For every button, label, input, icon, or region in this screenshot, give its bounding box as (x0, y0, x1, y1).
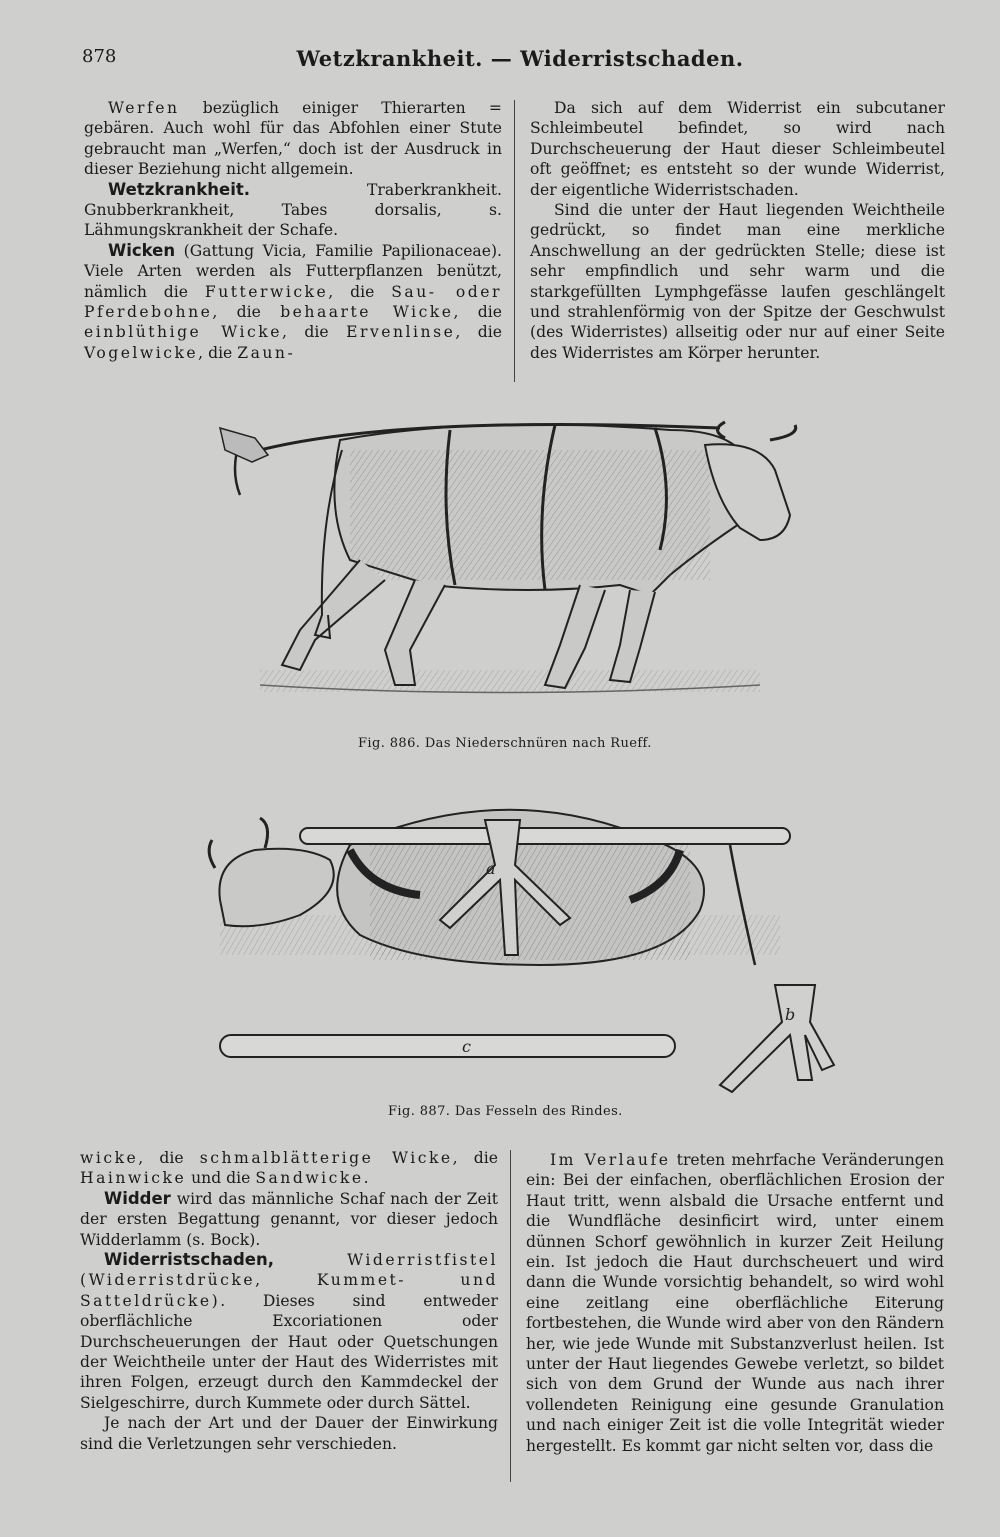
cow-fore-leg (610, 590, 655, 682)
figure-887-caption: Fig. 887. Das Fesseln des Rindes. (388, 1104, 623, 1119)
cow-hind-leg (385, 580, 445, 685)
entry-text: , die (328, 282, 392, 301)
entry-text: , die (212, 303, 281, 322)
top-left-column (84, 98, 502, 363)
entry-text: wird das männliche Schaf nach der Zeit der ersten Begattung genannt, vor dieser jedoch Widderlamm (s. Bock). (80, 1189, 498, 1249)
continued-paragraph (80, 1148, 498, 1189)
entry-text: , die (198, 343, 238, 362)
spaced-term: Im Verlaufe (550, 1151, 671, 1169)
paragraph: Je nach der Art und der Dauer der Einwirkung sind die Verletzungen sehr verschieden. (80, 1414, 498, 1453)
spaced-term: Hainwicke (80, 1169, 187, 1188)
spaced-term: einblüthige Wicke (84, 323, 282, 342)
top-right-column (530, 98, 945, 363)
column-divider (514, 100, 515, 382)
hand-icon (220, 428, 268, 462)
entry-wetzkrankheit (84, 180, 502, 241)
entry-wicken (84, 241, 502, 363)
spaced-term: wicke (80, 1149, 139, 1167)
bottom-left-column (80, 1148, 498, 1454)
cow-horn-right (209, 840, 215, 868)
page-number: 878 (82, 46, 117, 67)
lying-cow-head (219, 849, 333, 927)
column-divider (510, 1150, 511, 1482)
spaced-term: Zaun- (237, 343, 296, 362)
spaced-term: behaarte Wicke (280, 303, 454, 322)
entry-widder (80, 1189, 498, 1250)
entry-text: Traberkrankheit. Gnubberkrankheit, Tabes dorsalis, s. Lähmungskrankheit der Schafe. (84, 180, 502, 240)
label-b: b (785, 1005, 796, 1024)
cow-horn-left (260, 818, 268, 848)
entry-term: Widder (104, 1188, 171, 1208)
spaced-term: Vogelwicke (84, 343, 199, 362)
entry-text: , die (281, 323, 347, 342)
cow-body-shading (350, 450, 710, 580)
entry-text: , die (138, 1149, 200, 1167)
entry-text: , die (455, 323, 502, 342)
entry-text: . Dieses sind entweder oberflächliche Excoriationen oder Durchscheuerungen der Haut oder Quetschungen der Weichtheile unter der Haut des Widerristes mit ihren Folgen, erzeugt durch den Kammdeckel der Sielgeschirre, durch Kummete oder durch Sättel. (80, 1291, 498, 1412)
spaced-term: Ervenlinse (346, 323, 456, 342)
spaced-term: Widerristfistel (Widerristdrücke, Kummet- und Satteldrücke) (80, 1251, 498, 1310)
page-header (80, 40, 960, 80)
entry-term: Wetzkrankheit. (108, 179, 251, 199)
entry-term: Wicken (108, 240, 176, 260)
entry-text: , die (452, 1149, 498, 1167)
pole-c (220, 1035, 675, 1057)
spaced-term: Werfen (108, 99, 180, 117)
spaced-term: Sau- oder Pferdebohne (84, 282, 502, 322)
spaced-term: schmalblätterige Wicke (199, 1149, 453, 1167)
bottom-right-column (526, 1150, 944, 1456)
paragraph: Sind die unter der Haut liegenden Weichtheile gedrückt, so findet man eine merkliche Anschwellung an der gedrückten Stelle; diese ist sehr empfindlich und sehr warm und die starkgefüllten Lymphgefässe laufen geschlängelt und strahlenförmig von der Spitze der Geschwulst (des Widerristes) allseitig oder nur auf einer Seite des Widerristes am Körper herunter. (530, 201, 945, 362)
fork-support-b (720, 985, 834, 1092)
paragraph (526, 1150, 944, 1456)
entry-text: und die (186, 1169, 256, 1188)
entry-text: , die (453, 303, 502, 322)
paragraph: Da sich auf dem Widerrist ein subcutaner Schleimbeutel befindet, so wird nach Durchscheuerung der Haut dieser Schleimbeutel oft geöffnet; es entsteht so der wunde Widerrist, der eigentliche Widerristschaden. (530, 99, 945, 199)
cow-horn-left (718, 422, 726, 438)
figure-886-caption: Fig. 886. Das Niederschnüren nach Rueff. (358, 736, 652, 751)
label-c: c (462, 1037, 471, 1056)
entry-term: Widerristschaden, (104, 1250, 274, 1270)
entry-text: treten mehrfache Veränderungen ein: Bei der einfachen, oberflächlichen Erosion der Haut tritt, wenn alsbald die Ursache entfernt und die Wundfläche desinficirt wird, unter einem dünnen Schorf gewöhnlich in kurzer Zeit Heilung ein. Ist jedoch die Haut durchscheuert und wird dann die Wunde vorsichtig behandelt, so wird wohl eine zeitlang eine oberflächliche Eiterung fortbestehen, die Wunde wird aber von den Rändern her, wie jede Wunde mit Substanzverlust heilen. Ist unter der Haut liegendes Gewebe verletzt, so bildet sich von dem Grund der Wunde aus nach ihrer vollendeten Reinigung eine gesunde Granulation und nach einiger Zeit ist die volle Integrität wieder hergestellt. Es kommt gar nicht selten vor, dass die (526, 1151, 944, 1455)
label-a: a (486, 859, 496, 878)
binding-pole (300, 828, 790, 844)
entry-widerristschaden (80, 1250, 498, 1413)
cow-hind-leg (282, 560, 385, 670)
spaced-term: Futterwicke (204, 282, 329, 301)
figure-886-illustration (200, 400, 820, 710)
entry-text: (Gattung Vicia, Familie Papilionaceae). Viele Arten werden als Futterpflanzen benützt, nämlich die (84, 241, 502, 301)
running-title: Wetzkrankheit. — Widerristschaden. (296, 46, 744, 71)
cow-horn-right (770, 425, 796, 440)
spaced-term: Sandwicke (255, 1169, 364, 1188)
ground-shading (260, 670, 760, 692)
entry-werfen (84, 98, 502, 180)
figure-887-illustration (200, 790, 840, 1100)
entry-text: . (363, 1169, 369, 1188)
entry-text: bezüglich einiger Thierarten = gebären. Auch wohl für das Abfohlen einer Stute gebraucht man „Werfen,“ doch ist der Ausdruck in dieser Beziehung nicht allgemein. (84, 99, 502, 179)
